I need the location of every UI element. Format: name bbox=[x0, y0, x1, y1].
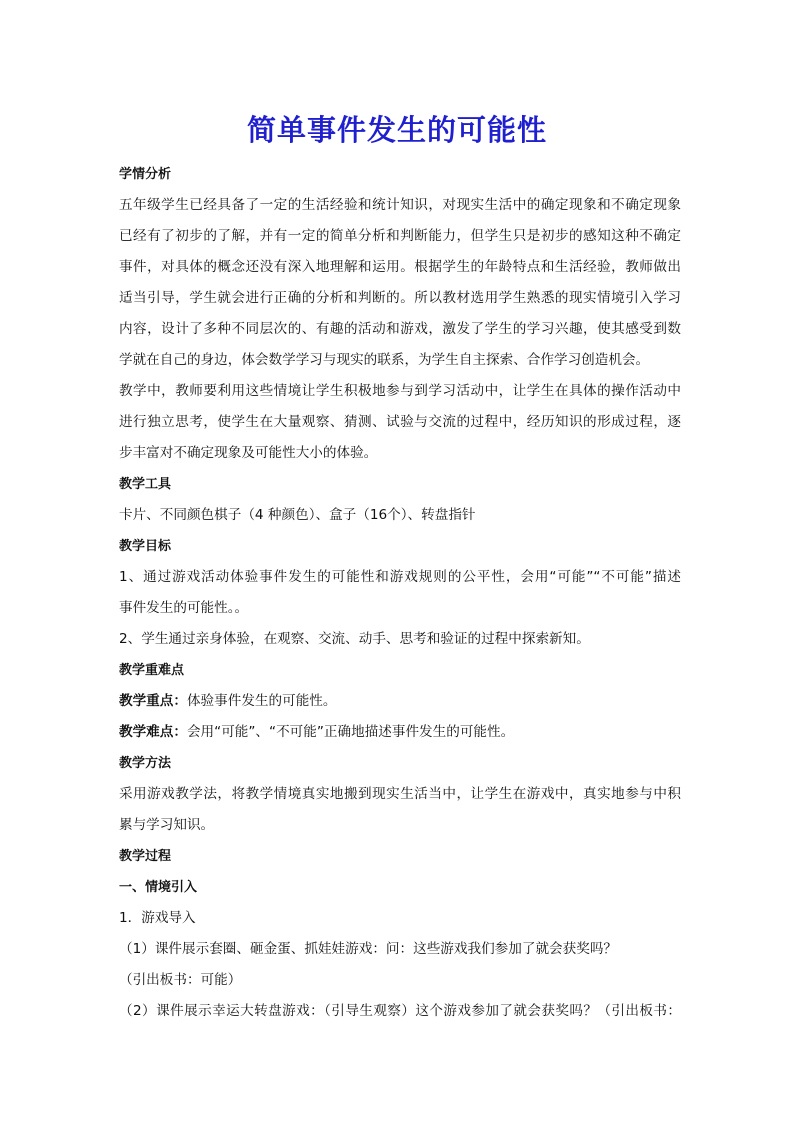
paragraph-line: 卡片、不同颜色棋子（4 种颜色）、盒子（16个）、转盘指针 bbox=[119, 507, 476, 523]
section-heading: 学情分析 bbox=[119, 167, 172, 182]
section-heading: 教学目标 bbox=[119, 539, 172, 554]
paragraph-line: 五年级学生已经具备了一定的生活经验和统计知识，对现实生活中的确定现象和不确定现象 bbox=[119, 197, 681, 213]
line-text: 会用“可能”、“不可能”正确地描述事件发生的可能性。 bbox=[186, 724, 515, 740]
line-text: 体验事件发生的可能性。 bbox=[186, 693, 337, 709]
paragraph-line: 2、学生通过亲身体验，在观察、交流、动手、思考和验证的过程中探索新知。 bbox=[119, 631, 590, 647]
paragraph-line: 事件发生的可能性。。 bbox=[119, 600, 249, 616]
labeled-line bbox=[119, 717, 681, 748]
paragraph-line: 步丰富对不确定现象及可能性大小的体验。 bbox=[119, 445, 378, 461]
line-label: 教学重点： bbox=[119, 693, 187, 709]
paragraph-line: 采用游戏教学法，将教学情境真实地搬到现实生活当中，让学生在游戏中，真实地参与中积 bbox=[119, 786, 681, 802]
section-heading: 教学重难点 bbox=[119, 663, 185, 678]
section-heading: 教学方法 bbox=[119, 756, 172, 771]
paragraph-line: 1．游戏导入 bbox=[119, 910, 196, 926]
document-body bbox=[119, 159, 681, 1027]
paragraph-line: 学就在自己的身边，体会数学学习与现实的联系，为学生自主探索、合作学习创造机会。 bbox=[119, 352, 650, 368]
paragraph-line: 已经有了初步的了解，并有一定的简单分析和判断能力，但学生只是初步的感知这种不确定 bbox=[119, 228, 681, 244]
paragraph-line: 累与学习知识。 bbox=[119, 817, 215, 833]
paragraph-line: 事件，对具体的概念还没有深入地理解和运用。根据学生的年龄特点和生活经验，教师做出 bbox=[119, 259, 681, 275]
subsection-heading: 一、情境引入 bbox=[119, 880, 198, 895]
paragraph-line: （1）课件展示套圈、砸金蛋、抓娃娃游戏：问：这些游戏我们参加了就会获奖吗？ bbox=[119, 941, 618, 957]
section-heading: 教学工具 bbox=[119, 477, 172, 492]
paragraph-line: 教学中，教师要利用这些情境让学生积极地参与到学习活动中，让学生在具体的操作活动中 bbox=[119, 383, 681, 399]
section-heading: 教学过程 bbox=[119, 849, 172, 864]
paragraph-line: 内容，设计了多种不同层次的、有趣的活动和游戏，激发了学生的学习兴趣，使其感受到数 bbox=[119, 321, 681, 337]
paragraph-line: 1、通过游戏活动体验事件发生的可能性和游戏规则的公平性，会用“可能”“不可能”描述 bbox=[119, 569, 681, 585]
line-label: 教学难点： bbox=[119, 724, 187, 740]
paragraph-line: 适当引导，学生就会进行正确的分析和判断的。所以教材选用学生熟悉的现实情境引入学习 bbox=[119, 290, 681, 306]
paragraph-line: （引出板书：可能） bbox=[119, 972, 242, 988]
paragraph-line: （2）课件展示幸运大转盘游戏：（引导生观察）这个游戏参加了就会获奖吗？（引出板书： bbox=[119, 1003, 681, 1019]
labeled-line bbox=[119, 686, 681, 717]
document-title: 简单事件发生的可能性 bbox=[246, 113, 547, 147]
paragraph-line: 进行独立思考，使学生在大量观察、猜测、试验与交流的过程中，经历知识的形成过程，逐 bbox=[119, 414, 681, 430]
